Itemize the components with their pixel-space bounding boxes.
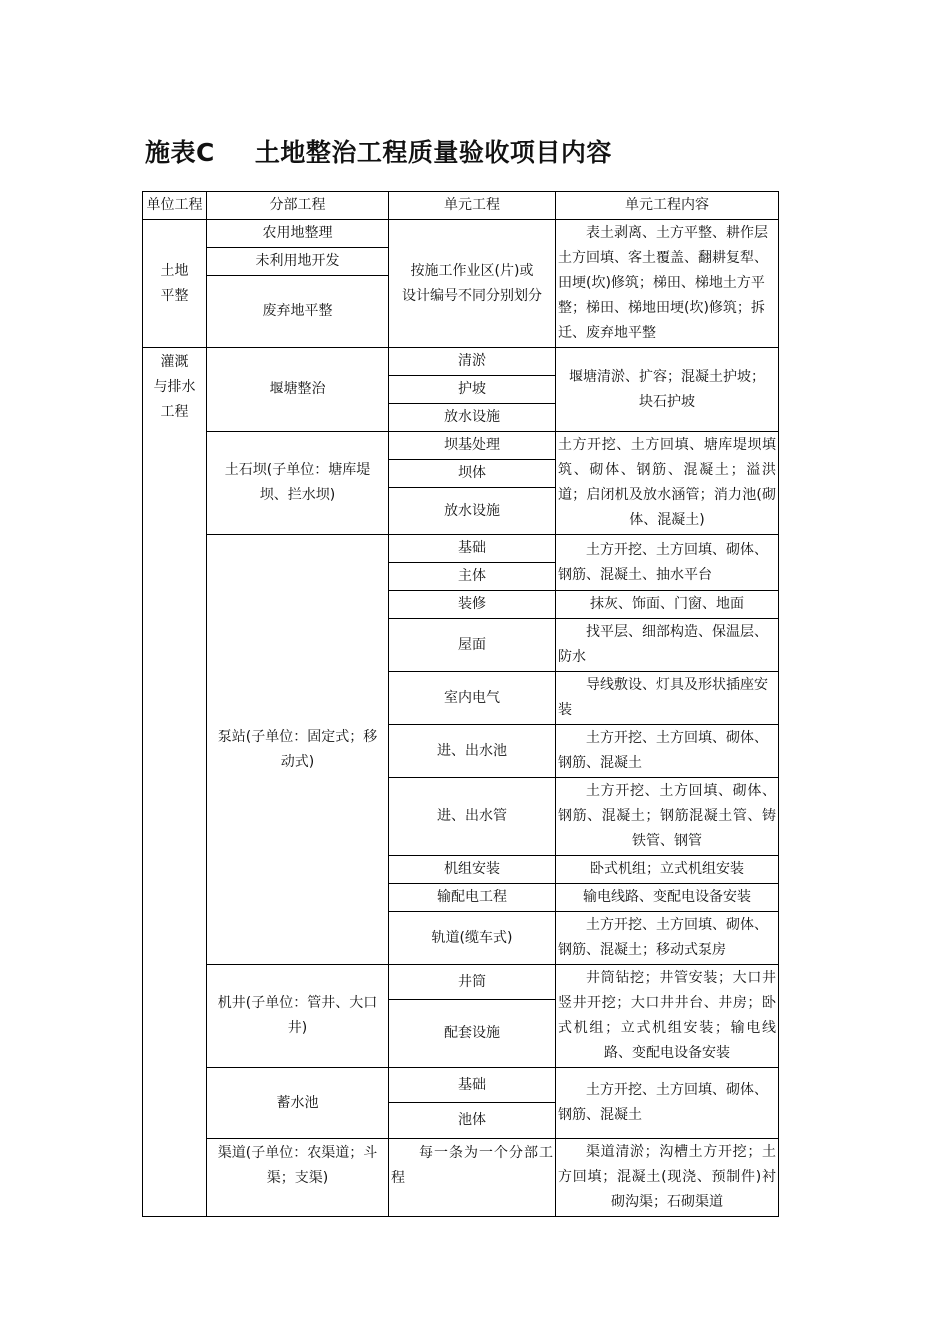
element-project-cell: 坝基处理	[389, 432, 556, 460]
element-project-cell: 放水设施	[389, 488, 556, 535]
sub-project-cell: 蓄水池	[207, 1068, 389, 1139]
element-content-cell: 表土剥离、土方平整、耕作层土方回填、客土覆盖、翻耕复犁、田埂(坎)修筑；梯田、梯地土方平整；梯田、梯地田埂(坎)修筑；拆迁、废弃地平整	[556, 220, 779, 348]
element-content-cell: 堰塘清淤、扩容；混凝土护坡； 块石护坡	[556, 348, 779, 432]
table-row	[143, 535, 779, 563]
element-project-cell: 进、出水池	[389, 725, 556, 778]
element-content-cell: 土方开挖、土方回填、砌体、钢筋、混凝土	[556, 725, 779, 778]
element-project-cell: 清淤	[389, 348, 556, 376]
element-project-cell: 基础	[389, 535, 556, 563]
table-row	[143, 965, 779, 1000]
sub-project-cell: 机井(子单位：管井、大口井)	[207, 965, 389, 1068]
sub-project-cell: 农用地整理	[207, 220, 389, 248]
acceptance-table	[142, 191, 779, 1217]
table-row	[143, 1068, 779, 1103]
header-element-content: 单元工程内容	[556, 192, 779, 220]
unit-land-leveling: 土地 平整	[143, 220, 207, 348]
element-content-cell: 输电线路、变配电设备安装	[556, 884, 779, 912]
sub-project-cell: 渠道(子单位：农渠道；斗渠；支渠)	[207, 1139, 389, 1217]
element-content-cell: 井筒钻挖；井管安装；大口井竖井开挖；大口井井台、井房；卧式机组；立式机组安装；输电线路、变配电设备安装	[556, 965, 779, 1068]
page-title	[145, 133, 612, 169]
header-row	[143, 192, 779, 220]
table-row	[143, 348, 779, 376]
table-code: 施表C	[145, 138, 215, 167]
header-unit-project: 单位工程	[143, 192, 207, 220]
element-content-cell: 渠道清淤；沟槽土方开挖；土方回填；混凝土(现浇、预制件)衬砌沟渠；石砌渠道	[556, 1139, 779, 1217]
element-content-cell: 找平层、细部构造、保温层、防水	[556, 619, 779, 672]
element-content-cell: 抹灰、饰面、门窗、地面	[556, 591, 779, 619]
sub-project-cell: 堰塘整治	[207, 348, 389, 432]
sub-project-cell: 土石坝(子单位：塘库堤坝、拦水坝)	[207, 432, 389, 535]
element-project-cell: 护坡	[389, 376, 556, 404]
unit-irrigation-drainage: 灌溉 与排水 工程	[143, 348, 207, 1217]
table-row	[143, 220, 779, 248]
element-project-cell: 主体	[389, 563, 556, 591]
element-project-cell: 基础	[389, 1068, 556, 1103]
table-row	[143, 432, 779, 460]
element-content-cell: 土方开挖、土方回填、塘库堤坝填筑、砌体、钢筋、混凝土；溢洪道；启闭机及放水涵管；消力池(砌体、混凝土)	[556, 432, 779, 535]
element-project-cell: 每一条为一个分部工程	[389, 1139, 556, 1217]
sub-project-cell: 未利用地开发	[207, 248, 389, 276]
element-content-cell: 卧式机组；立式机组安装	[556, 856, 779, 884]
sub-project-cell: 泵站(子单位：固定式；移动式)	[207, 535, 389, 965]
header-sub-project: 分部工程	[207, 192, 389, 220]
element-content-cell: 土方开挖、土方回填、砌体、钢筋、混凝土；钢筋混凝土管、铸铁管、钢管	[556, 778, 779, 856]
element-project-cell: 室内电气	[389, 672, 556, 725]
header-element-project: 单元工程	[389, 192, 556, 220]
sub-project-cell: 废弃地平整	[207, 276, 389, 348]
element-project-cell: 井筒	[389, 965, 556, 1000]
table-row	[143, 1139, 779, 1217]
element-content-cell: 土方开挖、土方回填、砌体、钢筋、混凝土、抽水平台	[556, 535, 779, 591]
element-project-cell: 放水设施	[389, 404, 556, 432]
element-project-cell: 机组安装	[389, 856, 556, 884]
element-project-cell: 配套设施	[389, 1000, 556, 1068]
element-content-cell: 土方开挖、土方回填、砌体、钢筋、混凝土；移动式泵房	[556, 912, 779, 965]
element-content-cell: 土方开挖、土方回填、砌体、钢筋、混凝土	[556, 1068, 779, 1139]
element-project-cell: 装修	[389, 591, 556, 619]
element-project-cell: 坝体	[389, 460, 556, 488]
element-project-cell: 按施工作业区(片)或 设计编号不同分别划分	[389, 220, 556, 348]
element-project-cell: 输配电工程	[389, 884, 556, 912]
element-project-cell: 进、出水管	[389, 778, 556, 856]
element-project-cell: 屋面	[389, 619, 556, 672]
table-title: 土地整治工程质量验收项目内容	[254, 138, 612, 167]
element-project-cell: 池体	[389, 1103, 556, 1139]
element-project-cell: 轨道(缆车式)	[389, 912, 556, 965]
element-content-cell: 导线敷设、灯具及形状插座安装	[556, 672, 779, 725]
